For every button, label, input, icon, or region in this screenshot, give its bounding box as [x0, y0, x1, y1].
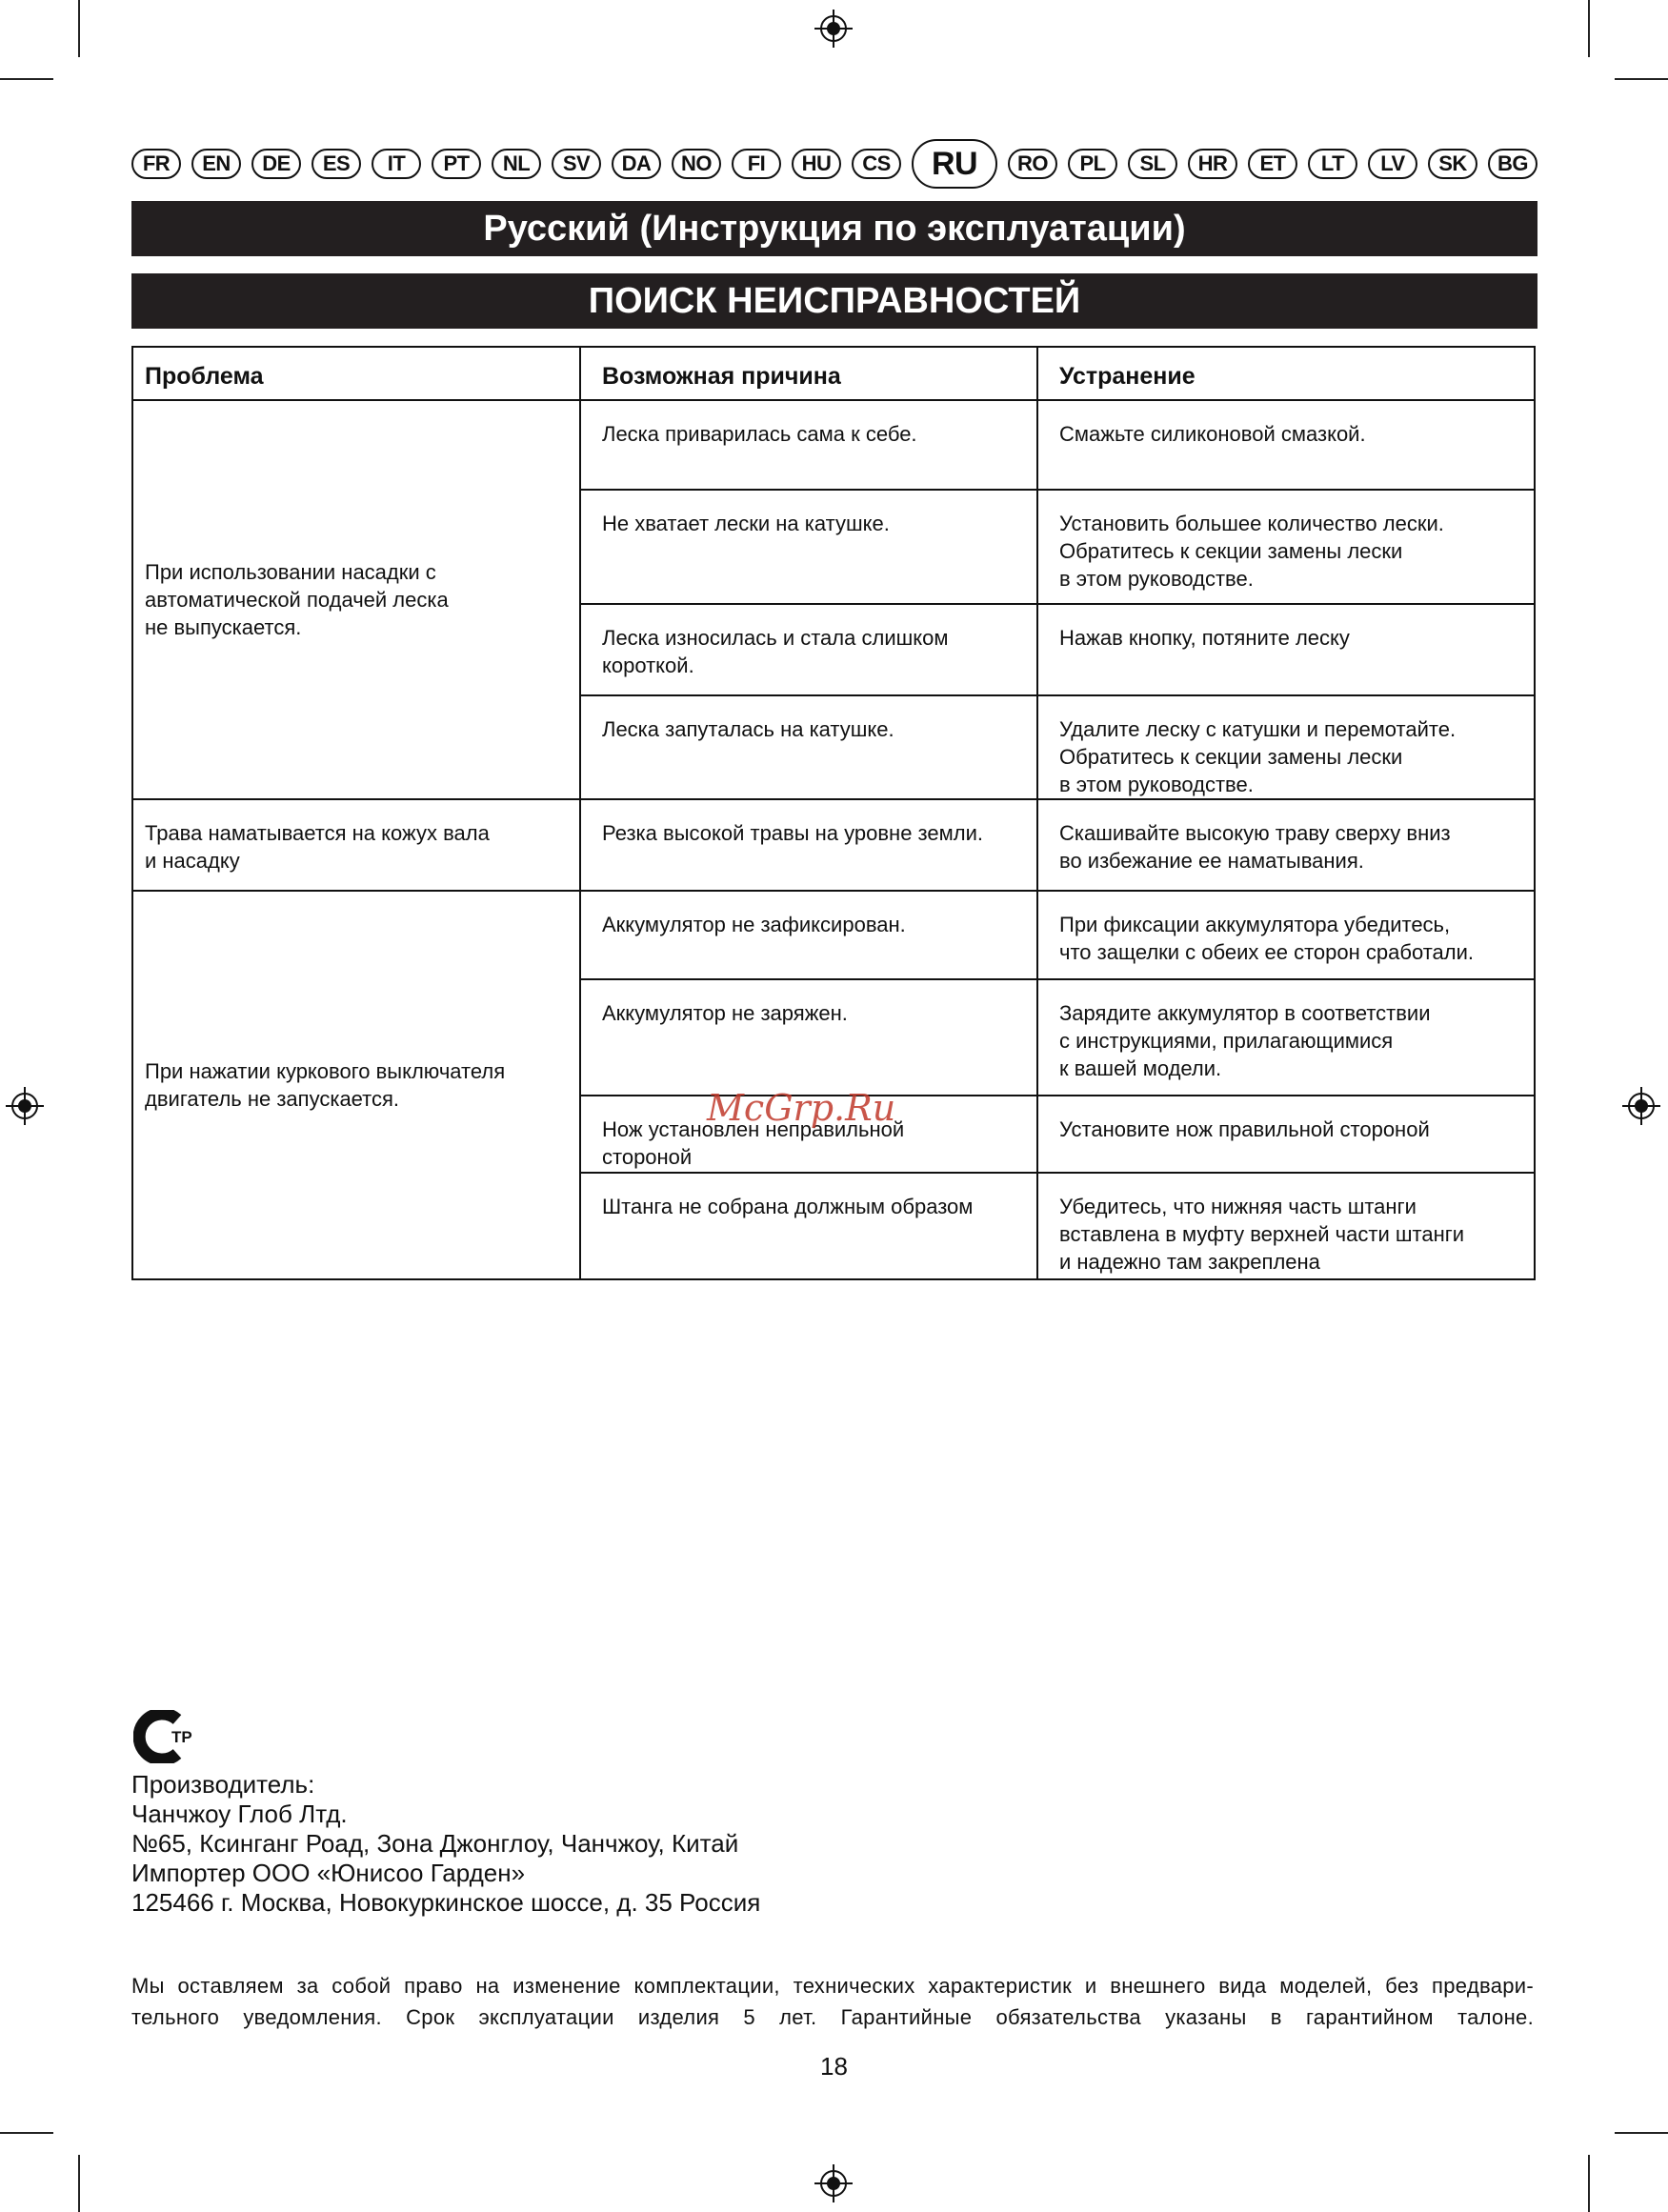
language-lv: LV	[1368, 149, 1417, 179]
column-header-cause: Возможная причина	[580, 347, 1037, 400]
cause-cell	[580, 1173, 1037, 1279]
cause-cell	[580, 400, 1037, 490]
language-hr: HR	[1188, 149, 1237, 179]
cause-cell-line: Нож установлен неправильной	[602, 1117, 905, 1141]
fix-cell-line: что защелки с обеих ее сторон сработали.	[1059, 940, 1475, 964]
language-da: DA	[612, 149, 661, 179]
language-sk: SK	[1428, 149, 1477, 179]
cause-cell-line: Штанга не собрана должным образом	[602, 1195, 974, 1218]
problem-cell	[132, 891, 580, 1279]
language-ro: RO	[1008, 149, 1057, 179]
fix-cell-line: Убедитесь, что нижняя часть штанги	[1059, 1195, 1417, 1218]
fix-cell	[1037, 979, 1535, 1096]
fix-cell-line: Смажьте силиконовой смазкой.	[1059, 422, 1366, 446]
fix-cell	[1037, 1096, 1535, 1173]
fix-cell-line: Скашивайте высокую траву сверху вниз	[1059, 821, 1451, 845]
cause-cell-line: стороной	[602, 1145, 693, 1169]
column-header-problem: Проблема	[132, 347, 580, 400]
language-es: ES	[311, 149, 361, 179]
problem-cell-line: автоматической подачей леска	[145, 588, 449, 612]
language-ru: RU	[912, 139, 997, 189]
fix-cell-line: Удалите леску с катушки и перемотайте.	[1059, 717, 1457, 741]
language-fi: FI	[732, 149, 781, 179]
cause-cell	[580, 490, 1037, 604]
language-hu: HU	[792, 149, 841, 179]
fix-cell-line: Установите нож правильной стороной	[1059, 1117, 1430, 1141]
fix-cell-line: При фиксации аккумулятора убедитесь,	[1059, 913, 1451, 936]
fix-cell-line: Нажав кнопку, потяните леску	[1059, 626, 1350, 650]
table-row	[132, 400, 1535, 490]
fix-cell-line: в этом руководстве.	[1059, 567, 1254, 591]
fix-cell	[1037, 891, 1535, 979]
fix-cell-line: Обратитесь к секции замены лески	[1059, 539, 1403, 563]
troubleshooting-table	[131, 346, 1536, 1280]
fix-cell-line: вставлена в муфту верхней части штанги	[1059, 1222, 1465, 1246]
language-bg: BG	[1488, 149, 1537, 179]
problem-cell-line: Трава наматывается на кожух вала	[145, 821, 490, 845]
manufacturer-line: №65, Ксинганг Роад, Зона Джонглоу, Чанчжоу, Китай	[131, 1829, 739, 1858]
cause-cell-line: Аккумулятор не зафиксирован.	[602, 913, 906, 936]
disclaimer-line: тельного уведомления. Срок эксплуатации изделия 5 лет. Гарантийные обязательства указаны в гарантийном талоне.	[131, 2005, 1534, 2029]
language-fr: FR	[131, 149, 181, 179]
language-et: ET	[1248, 149, 1297, 179]
fix-cell-line: Обратитесь к секции замены лески	[1059, 745, 1403, 769]
language-it: IT	[372, 149, 421, 179]
fix-cell	[1037, 400, 1535, 490]
registration-mark-icon	[814, 2164, 853, 2202]
manufacturer-line: Импортер ООО «Юнисоо Гарден»	[131, 1859, 526, 1887]
manufacturer-line: 125466 г. Москва, Новокуркинское шоссе, д. 35 Россия	[131, 1888, 761, 1917]
problem-cell-line: и насадку	[145, 849, 240, 873]
fix-cell	[1037, 799, 1535, 891]
fix-cell	[1037, 604, 1535, 695]
table-row	[132, 891, 1535, 979]
cause-cell-line: Резка высокой травы на уровне земли.	[602, 821, 983, 845]
language-sl: SL	[1128, 149, 1177, 179]
cause-cell-line: Не хватает лески на катушке.	[602, 512, 890, 535]
language-cs: CS	[852, 149, 901, 179]
problem-cell	[132, 400, 580, 799]
disclaimer-line: Мы оставляем за собой право на изменение комплектации, технических характеристик и внешнего вида моделей, без предвари-	[131, 1974, 1534, 1998]
crop-mark	[1615, 78, 1668, 80]
page-number: 18	[820, 2052, 848, 2081]
fix-cell	[1037, 490, 1535, 604]
column-header-fix: Устранение	[1037, 347, 1535, 400]
crop-mark	[1588, 0, 1590, 57]
crop-mark	[1615, 2132, 1668, 2134]
manufacturer-line: Производитель:	[131, 1770, 315, 1799]
registration-mark-icon	[6, 1087, 44, 1125]
certification-mark-icon	[133, 1710, 198, 1763]
table-row	[132, 799, 1535, 891]
fix-cell-line: во избежание ее наматывания.	[1059, 849, 1364, 873]
manufacturer-line: Чанчжоу Глоб Лтд.	[131, 1800, 348, 1828]
language-en: EN	[191, 149, 241, 179]
table-header-row	[132, 347, 1535, 400]
manufacturer-info	[131, 1770, 760, 1918]
fix-cell	[1037, 1173, 1535, 1279]
cause-cell	[580, 891, 1037, 979]
cause-cell	[580, 695, 1037, 799]
crop-mark	[0, 2132, 53, 2134]
cause-cell	[580, 604, 1037, 695]
cause-cell	[580, 799, 1037, 891]
crop-mark	[78, 0, 80, 57]
registration-mark-icon	[1622, 1087, 1660, 1125]
language-lt: LT	[1308, 149, 1357, 179]
watermark: McGrp.Ru	[707, 1087, 896, 1129]
certification-mark-text: ТР	[171, 1728, 192, 1746]
crop-mark	[1588, 2155, 1590, 2212]
section-title: ПОИСК НЕИСПРАВНОСТЕЙ	[131, 273, 1537, 329]
disclaimer	[131, 1970, 1534, 2033]
fix-cell-line: к вашей модели.	[1059, 1056, 1222, 1080]
problem-cell-line: двигатель не запускается.	[145, 1087, 400, 1111]
cause-cell-line: короткой.	[602, 654, 694, 677]
cause-cell-line: Леска запуталась на катушке.	[602, 717, 894, 741]
language-bar	[131, 139, 1537, 189]
language-de: DE	[251, 149, 301, 179]
fix-cell	[1037, 695, 1535, 799]
problem-cell-line: не выпускается.	[145, 615, 302, 639]
fix-cell-line: Установить большее количество лески.	[1059, 512, 1444, 535]
cause-cell-line: Леска износилась и стала слишком	[602, 626, 949, 650]
problem-cell-line: При использовании насадки с	[145, 560, 436, 584]
problem-cell	[132, 799, 580, 891]
crop-mark	[78, 2155, 80, 2212]
language-sv: SV	[552, 149, 601, 179]
language-pl: PL	[1068, 149, 1117, 179]
registration-mark-icon	[814, 10, 853, 48]
cause-cell	[580, 979, 1037, 1096]
language-no: NO	[672, 149, 721, 179]
cause-cell-line: Леска приварилась сама к себе.	[602, 422, 917, 446]
page-title: Русский (Инструкция по эксплуатации)	[131, 201, 1537, 256]
fix-cell-line: с инструкциями, прилагающимися	[1059, 1029, 1394, 1053]
fix-cell-line: в этом руководстве.	[1059, 773, 1254, 796]
fix-cell-line: и надежно там закреплена	[1059, 1250, 1320, 1274]
cause-cell-line: Аккумулятор не заряжен.	[602, 1001, 848, 1025]
fix-cell-line: Зарядите аккумулятор в соответствии	[1059, 1001, 1431, 1025]
language-nl: NL	[492, 149, 541, 179]
language-pt: PT	[432, 149, 481, 179]
crop-mark	[0, 78, 53, 80]
problem-cell-line: При нажатии куркового выключателя	[145, 1059, 506, 1083]
